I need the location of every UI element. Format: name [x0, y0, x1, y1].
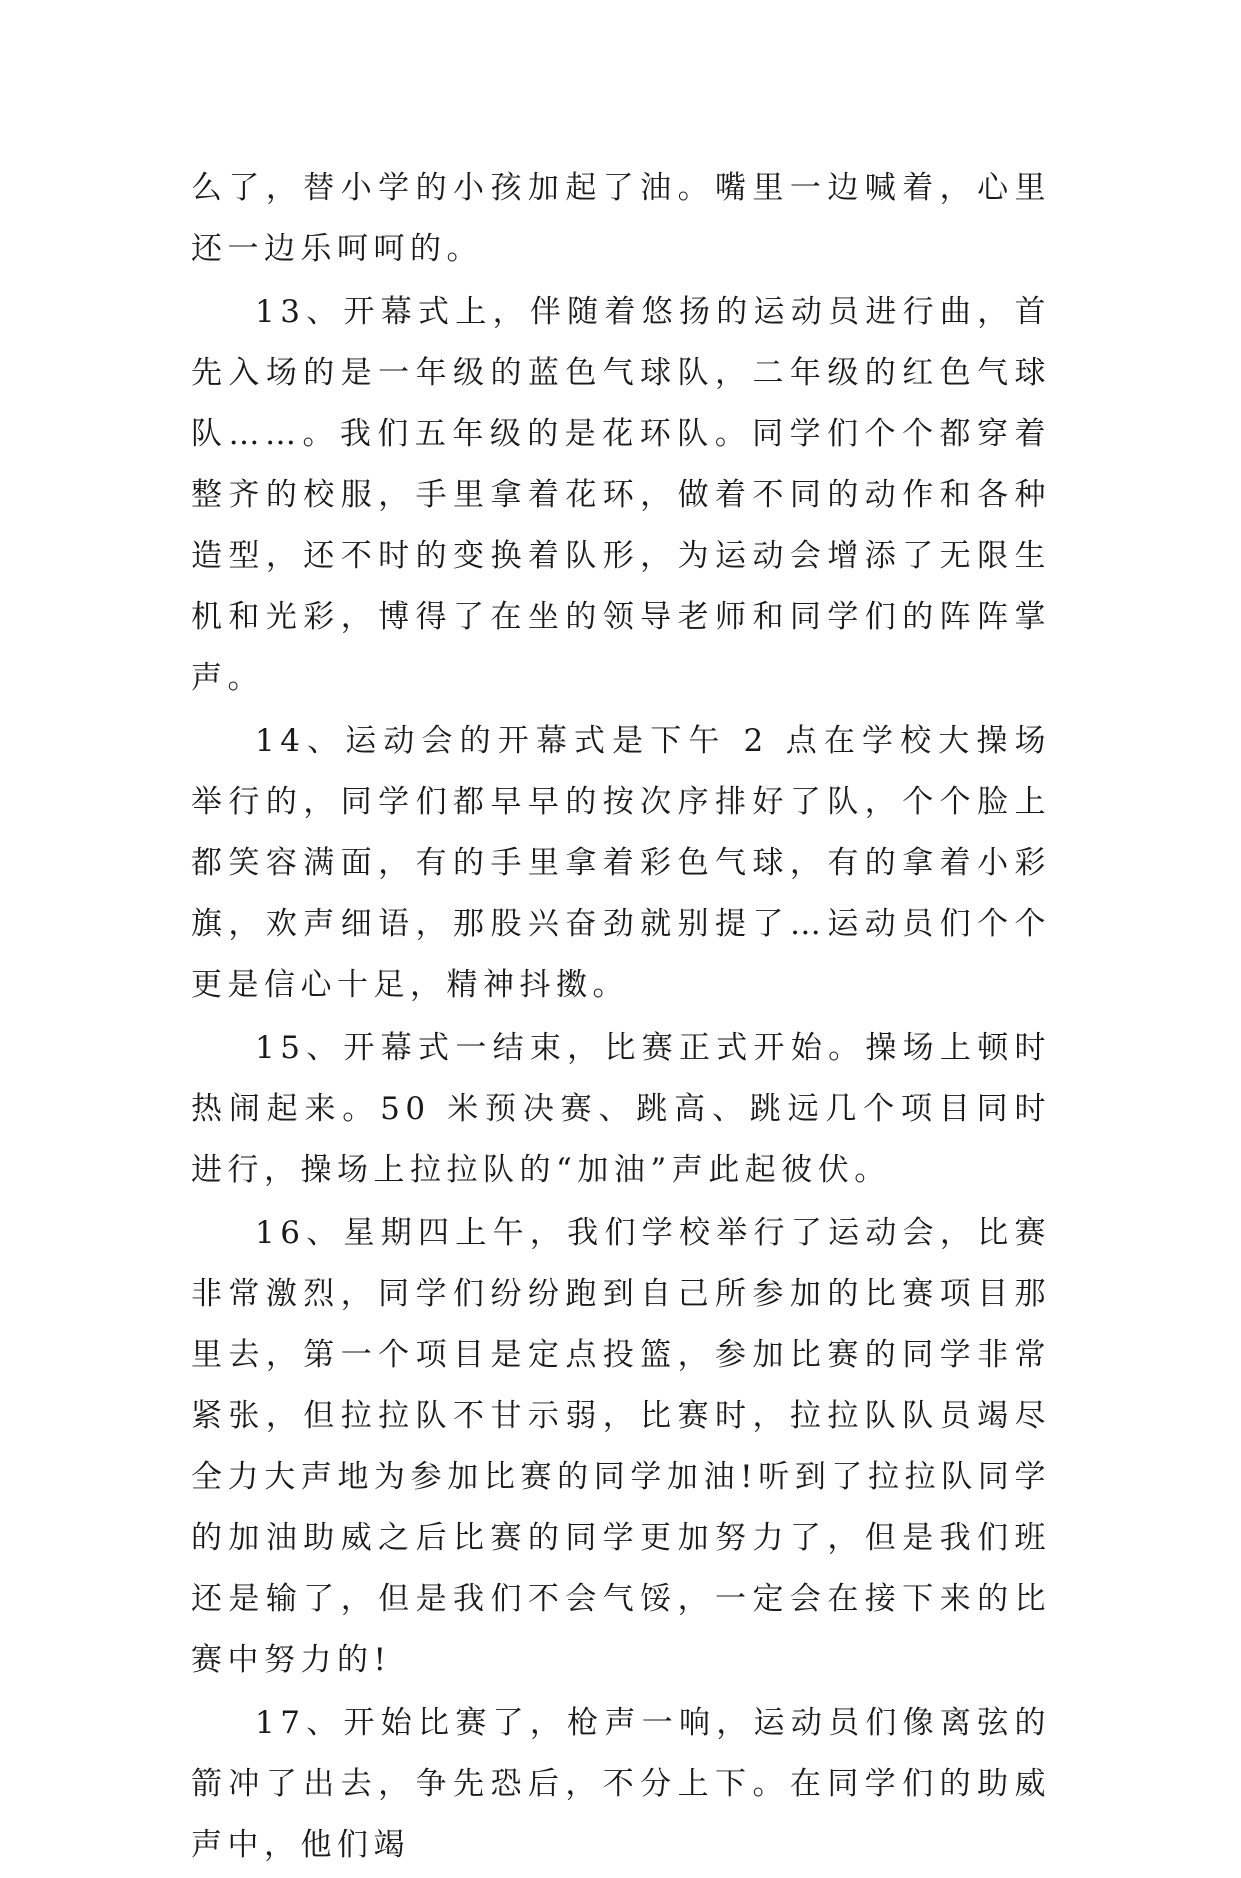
paragraph-continuation: 么了，替小学的小孩加起了油。嘴里一边喊着，心里还一边乐呵呵的。 — [191, 170, 1051, 267]
document-body — [191, 158, 1051, 1878]
paragraph-13: 13、开幕式上，伴随着悠扬的运动员进行曲，首先入场的是一年级的蓝色气球队，二年级的红色气球队……。我们五年级的是花环队。同学们个个都穿着整齐的校服，手里拿着花环，做着不同的动作和各种造型，还不时的变换着队形，为运动会增添了无限生机和光彩，博得了在坐的领导老师和同学们的阵阵掌声。 — [191, 294, 1051, 696]
paragraph-17: 17、开始比赛了，枪声一响，运动员们像离弦的箭冲了出去，争先恐后，不分上下。在同学们的助威声中，他们竭 — [191, 1705, 1051, 1863]
paragraph-14: 14、运动会的开幕式是下午 2 点在学校大操场举行的，同学们都早早的按次序排好了队，个个脸上都笑容满面，有的手里拿着彩色气球，有的拿着小彩旗，欢声细语，那股兴奋劲就别提了…运动员们个个更是信心十足，精神抖擞。 — [191, 723, 1051, 1003]
paragraph-16: 16、星期四上午，我们学校举行了运动会，比赛非常激烈，同学们纷纷跑到自己所参加的比赛项目那里去，第一个项目是定点投篮，参加比赛的同学非常紧张，但拉拉队不甘示弱，比赛时，拉拉队队员竭尽全力大声地为参加比赛的同学加油!听到了拉拉队同学的加油助威之后比赛的同学更加努力了，但是我们班还是输了，但是我们不会气馁，一定会在接下来的比赛中努力的! — [191, 1215, 1051, 1678]
paragraph-15: 15、开幕式一结束，比赛正式开始。操场上顿时热闹起来。50 米预决赛、跳高、跳远几个项目同时进行，操场上拉拉队的“加油”声此起彼伏。 — [191, 1030, 1051, 1188]
